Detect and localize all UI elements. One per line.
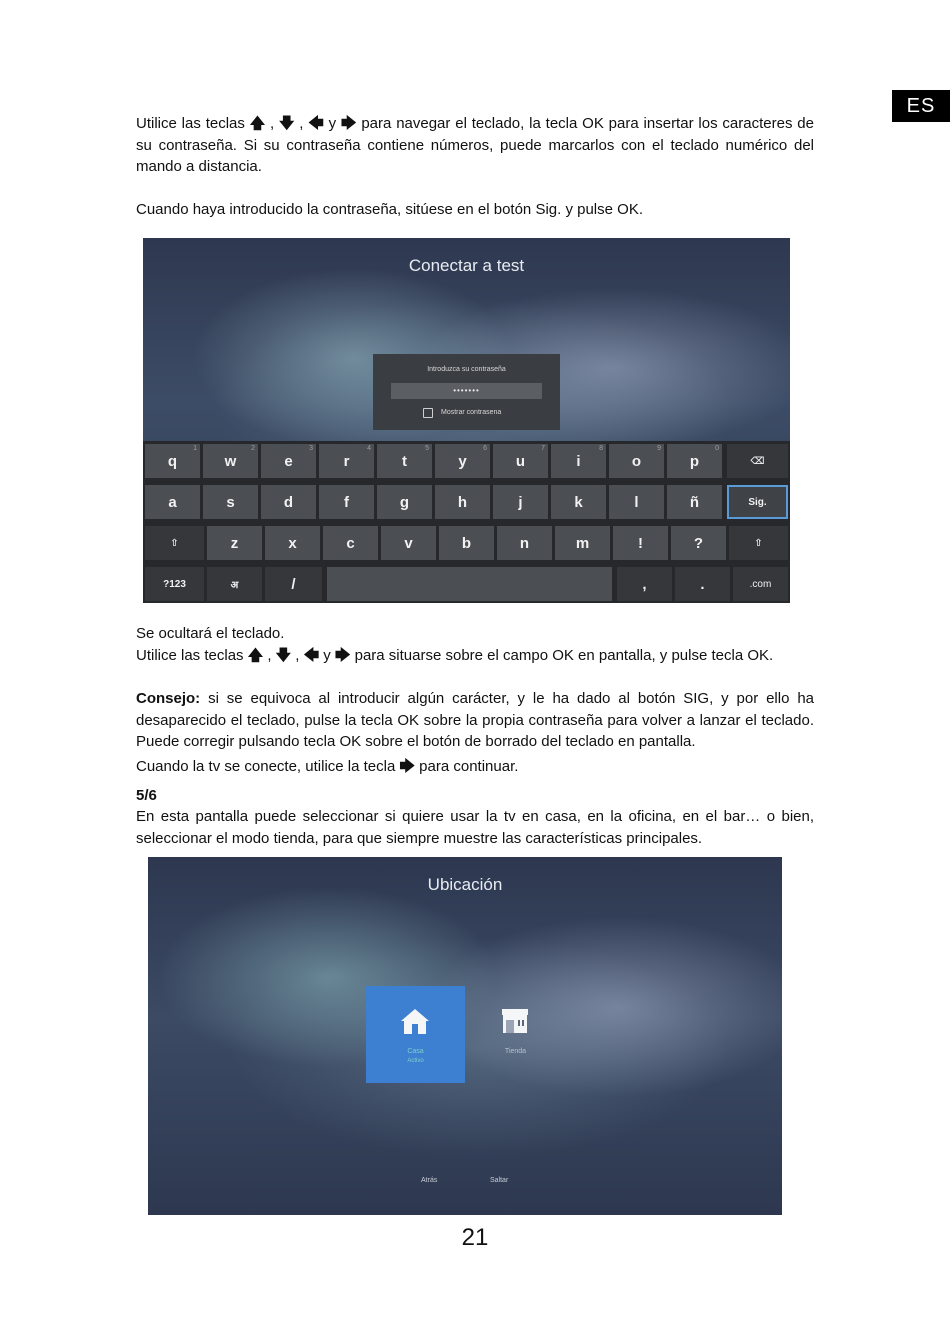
key-f[interactable]: f	[319, 485, 374, 519]
navigate-ok-text: Utilice las teclas 🡅 , 🡇 , 🡄 y 🡆 para situarse sobre el campo OK en pantalla, y pulse tecla OK.	[136, 646, 774, 664]
key-z[interactable]: z	[207, 526, 262, 560]
arrow-up-icon: 🡅	[247, 646, 264, 664]
backspace-key[interactable]	[727, 444, 788, 478]
key-exclamation[interactable]: !	[613, 526, 668, 560]
location-screen-screenshot	[148, 857, 782, 1215]
arrow-right-icon: 🡆	[340, 114, 357, 132]
password-label: Introduzca su contraseña	[427, 366, 506, 373]
screen-title: Ubicación	[427, 875, 503, 894]
show-password-label: Mostrar contrasena	[441, 409, 502, 416]
key-a[interactable]: a	[145, 485, 200, 519]
screen-title: Conectar a test	[408, 256, 525, 275]
language-tab: ES	[892, 90, 950, 122]
key-g[interactable]: g	[377, 485, 432, 519]
period-key[interactable]: .	[675, 567, 730, 601]
continue-text: Cuando la tv se conecte, utilice la tecla 🡆 para continuar.	[136, 757, 519, 775]
comma-key[interactable]: ,	[617, 567, 672, 601]
arrow-down-icon: 🡇	[279, 114, 295, 132]
key-v[interactable]: v	[381, 526, 436, 560]
key-l[interactable]: l	[609, 485, 664, 519]
sig-instruction: Cuando haya introducido la contraseña, sitúese en el botón Sig. y pulse OK.	[136, 201, 643, 218]
sig-key[interactable]: Sig.	[727, 485, 788, 519]
key-b[interactable]: b	[439, 526, 494, 560]
key-r[interactable]: r 4	[319, 444, 374, 478]
on-screen-keyboard	[143, 441, 790, 603]
arrow-right-icon: 🡆	[399, 757, 415, 775]
house-icon	[400, 1007, 430, 1035]
password-input[interactable]: •••••••	[391, 383, 542, 399]
key-d[interactable]: d	[261, 485, 316, 519]
key-h[interactable]: h	[435, 485, 490, 519]
key-c[interactable]: c	[323, 526, 378, 560]
backspace-icon: ⌫	[750, 455, 765, 467]
key-o[interactable]: o 9	[609, 444, 664, 478]
key-q[interactable]: q 1	[145, 444, 200, 478]
key-n[interactable]: n	[497, 526, 552, 560]
key-e[interactable]: e 3	[261, 444, 316, 478]
arrow-down-icon: 🡇	[275, 646, 292, 664]
page-number: 21	[461, 1224, 489, 1251]
dotcom-key[interactable]: .com	[733, 567, 788, 601]
tip-paragraph: Consejo: si se equivoca al introducir algún carácter, y le ha dado al botón SIG, y por ello ha desaparecido el teclado, pulse la tecla OK sobre la propia contraseña para volver a lanzar el teclado. Puede corregir pulsando tecla OK sobre el botón de borrado del teclado en pantalla.	[136, 690, 814, 750]
language-key[interactable]: अ	[207, 567, 262, 601]
home-option-tile[interactable]	[366, 986, 465, 1083]
slash-key[interactable]: /	[265, 567, 322, 601]
key-s[interactable]: s	[203, 485, 258, 519]
section-number: 5/6	[136, 787, 157, 804]
arrow-left-icon: 🡄	[308, 114, 324, 132]
key-m[interactable]: m	[555, 526, 610, 560]
key-t[interactable]: t 5	[377, 444, 432, 478]
arrow-up-icon: 🡅	[249, 114, 266, 132]
shift-left-key[interactable]	[145, 526, 204, 560]
numbers-key[interactable]: ?123	[145, 567, 204, 601]
key-k[interactable]: k	[551, 485, 606, 519]
key-u[interactable]: u 7	[493, 444, 548, 478]
key-j[interactable]: j	[493, 485, 548, 519]
shift-icon: ⇧	[754, 537, 763, 549]
key-y[interactable]: y 6	[435, 444, 490, 478]
tip-label: Consejo:	[136, 690, 201, 707]
key-enye[interactable]: ñ	[667, 485, 722, 519]
keyboard-hidden-text: Se ocultará el teclado.	[136, 625, 285, 642]
instructions-paragraph: Utilice las teclas 🡅 , 🡇 , 🡄 y 🡆 para navegar el teclado, la tecla OK para insertar los caracteres de su contraseña. Si su contraseña contiene números, puede marcarlos con el teclado numérico del mando a distancia.	[136, 114, 814, 175]
shift-right-key[interactable]	[729, 526, 788, 560]
home-label: Casa	[407, 1048, 424, 1055]
key-w[interactable]: w 2	[203, 444, 258, 478]
location-paragraph: En esta pantalla puede seleccionar si quiere usar la tv en casa, en la oficina, en el bar… o bien, seleccionar el modo tienda, para que siempre muestre las características principales.	[136, 808, 814, 847]
store-icon	[500, 1007, 530, 1035]
password-screen-screenshot	[143, 238, 790, 603]
key-p[interactable]: p 0	[667, 444, 722, 478]
back-button[interactable]: Atrás	[421, 1177, 438, 1184]
arrow-right-icon: 🡆	[334, 646, 351, 664]
home-status: Activo	[407, 1058, 424, 1064]
show-password-checkbox[interactable]	[423, 408, 433, 418]
password-dialog	[373, 354, 560, 430]
skip-button[interactable]: Saltar	[490, 1177, 509, 1184]
key-x[interactable]: x	[265, 526, 320, 560]
key-i[interactable]: i 8	[551, 444, 606, 478]
shift-icon: ⇧	[170, 537, 179, 549]
key-question[interactable]: ?	[671, 526, 726, 560]
arrow-left-icon: 🡄	[303, 646, 320, 664]
store-option-tile[interactable]	[466, 986, 565, 1083]
store-label: Tienda	[504, 1048, 527, 1055]
space-key[interactable]	[327, 567, 612, 601]
